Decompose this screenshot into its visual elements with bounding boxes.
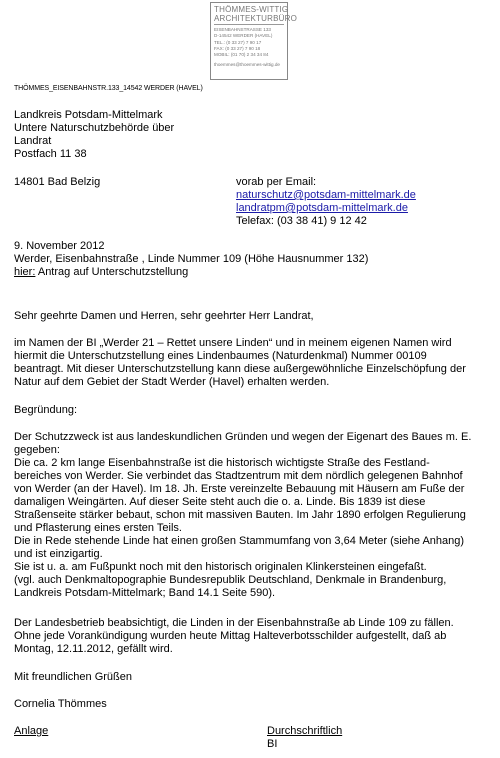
paragraph-line: Die ca. 2 km lange Eisenbahnstraße ist die historisch wichtigste Straße des Festland-: [14, 457, 430, 469]
letterhead-email: thoemmes@thoemmes-wittig.de: [214, 62, 280, 68]
subject-rest: Antrag auf Unterschutzstellung: [35, 266, 189, 278]
letterhead-name: THÖMMES-WITTIG: [214, 5, 289, 14]
vorab-label: vorab per Email:: [236, 176, 317, 188]
recipient-line: Untere Naturschutzbehörde über: [14, 122, 175, 134]
paragraph-line: bereiches von Werder. Sie verbindet das Stadtzentrum mit dem nördlich gelegenen Bahnhof: [14, 470, 463, 482]
paragraph-line: (vgl. auch Denkmaltopographie Bundesrepublik Deutschland, Denkmale in Brandenburg,: [14, 574, 447, 586]
paragraph-line: Natur auf dem Gebiet der Stadt Werder (Havel) erhalten werden.: [14, 376, 330, 388]
subject-hier-line: [14, 266, 368, 279]
paragraph-line: im Namen der BI „Werder 21 – Rettet unsere Linden“ und in meinem eigenen Namen wird: [14, 337, 452, 349]
paragraph-landesbetrieb: [14, 617, 454, 656]
vorab-block: [236, 176, 416, 228]
recipient-address: [14, 109, 174, 161]
paragraph-line: und ist einzigartig.: [14, 548, 103, 560]
paragraph-line: beantragt. Mit dieser Unterschutzstellung kann diese außergewöhnliche Einzelschöpfung der: [14, 363, 466, 375]
paragraph-line: Sie ist u. a. am Fußpunkt noch mit den historisch originalen Klinkersteinen eingefaßt.: [14, 561, 427, 573]
email-link-naturschutz[interactable]: naturschutz@potsdam-mittelmark.de: [236, 189, 416, 201]
paragraph-line: Der Landesbetrieb beabsichtigt, die Linden in der Eisenbahnstraße ab Linde 109 zu fällen.: [14, 617, 454, 629]
paragraph-line: und Pflasterung eines ersten Teils.: [14, 522, 182, 534]
cc-bi: BI: [267, 738, 278, 750]
paragraph-begruendung: [14, 431, 471, 600]
letterhead-office: ARCHITEKTURBÜRO: [214, 14, 298, 23]
salutation: Sehr geehrte Damen und Herren, sehr geehrter Herr Landrat,: [14, 310, 314, 322]
recipient-line: Postfach 11 38: [14, 148, 87, 160]
paragraph-line: gegeben:: [14, 444, 60, 456]
paragraph-line: Montag, 12.11.2012, gefällt wird.: [14, 643, 173, 655]
paragraph-line: Der Schutzzweck ist aus landeskundlichen Gründen und wegen der Eigenart des Baues m. E.: [14, 431, 472, 443]
paragraph-line: damaligen Weingärten. Auf dieser Seite steht auch die o. a. Linde. Bis 1839 ist diese: [14, 496, 426, 508]
sender-line: THÖMMES_EISENBAHNSTR.133_14542 WERDER (HAVEL): [14, 85, 203, 92]
signature-name: Cornelia Thömmes: [14, 698, 107, 710]
letterhead-tel: TEL.: (0 33 27) 7 90 17: [214, 39, 262, 45]
paragraph-line: Straßenseite stärker bebaut, schon mit massiven Bauten. Im Jahr 1890 erfolgen Regulierung: [14, 509, 466, 521]
letterhead-street: EISENBAHNSTRASSE 133: [214, 27, 271, 32]
letterhead-mobil: MOBIL: (01 70) 2 34 34 84: [214, 52, 269, 58]
durchschrift-label: Durchschriftlich: [267, 725, 343, 737]
subject-line: Werder, Eisenbahnstraße , Linde Nummer 109 (Höhe Hausnummer 132): [14, 253, 369, 265]
paragraph-line: Die in Rede stehende Linde hat einen großen Stammumfang von 3,64 Meter (siehe Anhang): [14, 535, 465, 547]
anlage-label: Anlage: [14, 725, 49, 737]
heading-begruendung: Begründung:: [14, 404, 77, 416]
recipient-city: 14801 Bad Belzig: [14, 176, 101, 188]
paragraph-line: hiermit die Unterschutzstellung eines Lindenbaumes (Naturdenkmal) Nummer 00109: [14, 350, 427, 362]
subject-hier: hier:: [14, 266, 36, 278]
paragraph-line: Landkreis Potsdam-Mittelmark; Band 14.1 Seite 590).: [14, 587, 276, 599]
paragraph-line: Ohne jede Vorankündigung wurden heute Mittag Halteverbotsschilder aufgestellt, daß ab: [14, 630, 447, 642]
date-subject: [14, 240, 368, 279]
letterhead-divider: [214, 24, 284, 25]
paragraph-line: von Werder (an der Havel). Im 18. Jh. Erste vereinzelte Bebauung mit Häusern am Fuße der: [14, 483, 465, 495]
email-link-landrat[interactable]: landratpm@potsdam-mittelmark.de: [236, 202, 408, 214]
letterhead-city: D-14542 WERDER (HAVEL): [214, 33, 273, 39]
letter-date: 9. November 2012: [14, 240, 105, 252]
closing: Mit freundlichen Grüßen: [14, 671, 132, 683]
letterhead: [210, 2, 298, 80]
letterhead-fax: FAX: (0 33 27) 7 90 18: [214, 45, 261, 51]
recipient-line: Landrat: [14, 135, 52, 147]
vorab-fax: Telefax: (03 38 41) 9 12 42: [236, 215, 367, 227]
paragraph-intro: [14, 337, 466, 389]
recipient-line: Landkreis Potsdam-Mittelmark: [14, 109, 163, 121]
